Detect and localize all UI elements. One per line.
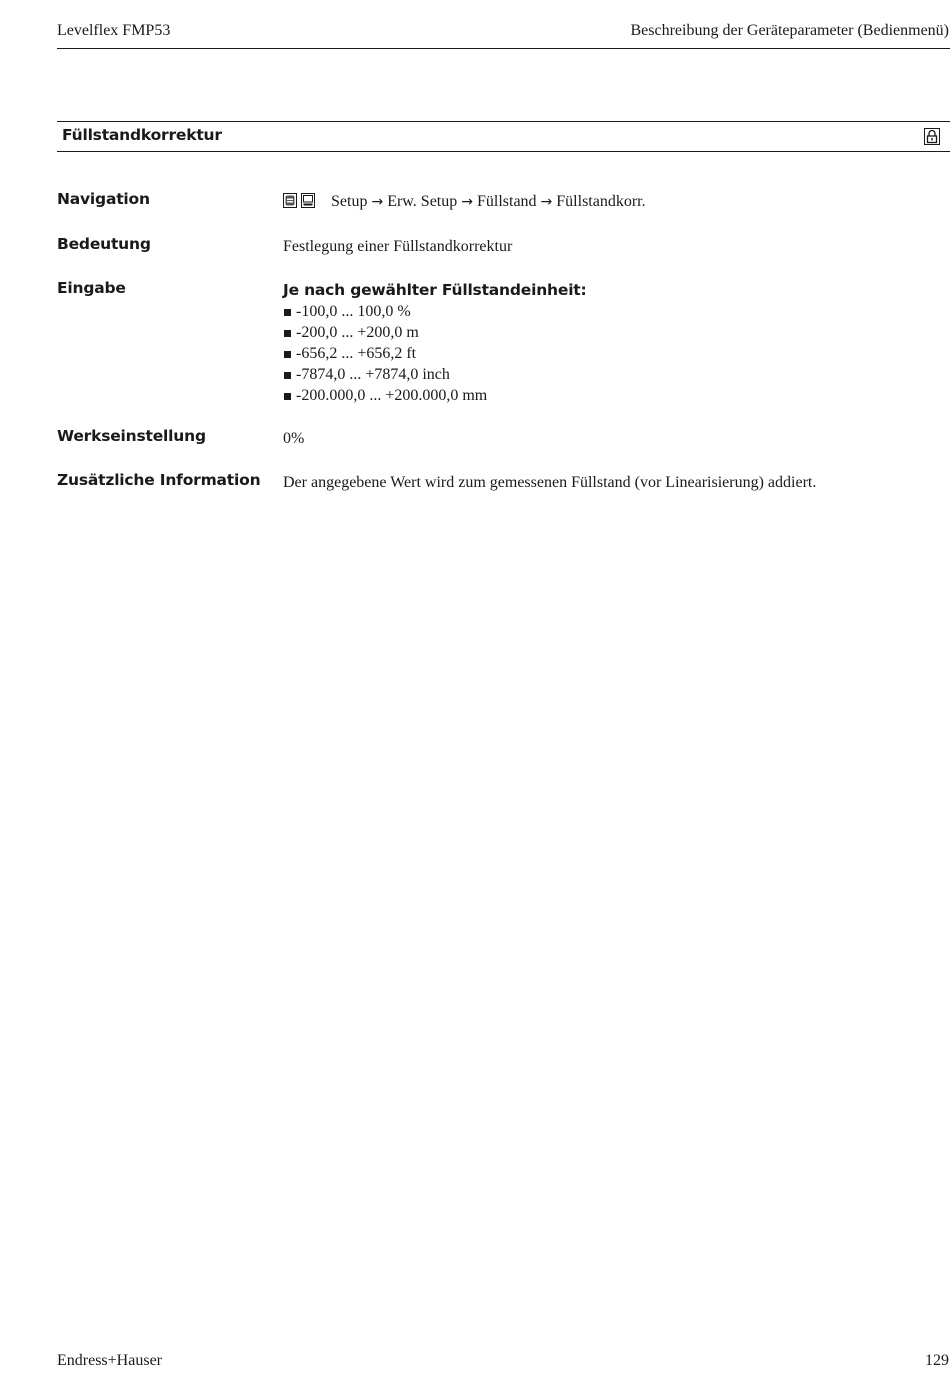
param-label-eingabe: Eingabe xyxy=(57,279,126,297)
publisher-name: Endress+Hauser xyxy=(57,1352,162,1369)
parameter-section-bar xyxy=(57,121,950,152)
list-item xyxy=(283,301,587,322)
bullet-icon xyxy=(284,372,291,379)
param-label-navigation: Navigation xyxy=(57,190,150,208)
arrow-right-icon: → xyxy=(371,194,384,210)
page-number: 129 xyxy=(925,1352,949,1369)
bullet-icon xyxy=(284,393,291,400)
document-title: Levelflex FMP53 xyxy=(57,22,171,39)
range-text: -7874,0 ... +7874,0 inch xyxy=(296,366,450,383)
nav-step-advanced-setup: Erw. Setup xyxy=(387,193,458,210)
range-text: -200,0 ... +200,0 m xyxy=(296,324,419,341)
display-menu-icon xyxy=(301,193,315,208)
expert-menu-icon xyxy=(283,193,297,208)
nav-step-level: Füllstand xyxy=(476,193,537,210)
header-divider xyxy=(57,48,950,49)
param-label-zusatz: Zusätzliche Information xyxy=(57,471,261,489)
param-value-zusatz: Der angegebene Wert wird zum gemessenen Füllstand (vor Linearisierung) addiert. xyxy=(283,474,817,491)
range-text: -200.000,0 ... +200.000,0 mm xyxy=(296,387,488,404)
param-label-werkseinstellung: Werkseinstellung xyxy=(57,427,206,445)
arrow-right-icon: → xyxy=(461,194,473,210)
input-range-heading: Je nach gewählter Füllstandeinheit: xyxy=(283,281,587,299)
param-value-bedeutung: Festlegung einer Füllstandkorrektur xyxy=(283,238,513,255)
list-item xyxy=(283,364,587,385)
parameter-title: Füllstandkorrektur xyxy=(62,126,222,144)
bullet-icon xyxy=(284,330,291,337)
bullet-icon xyxy=(284,351,291,358)
chapter-title: Beschreibung der Geräteparameter (Bedienmenü) xyxy=(630,22,949,39)
input-range-list xyxy=(283,301,587,406)
param-value-werkseinstellung: 0% xyxy=(283,430,305,447)
range-text: -656,2 ... +656,2 ft xyxy=(296,345,417,362)
arrow-right-icon: → xyxy=(540,194,553,210)
bullet-icon xyxy=(284,309,291,316)
range-text: -100,0 ... 100,0 % xyxy=(296,303,411,320)
nav-step-setup: Setup xyxy=(331,193,368,210)
list-item xyxy=(283,322,587,343)
param-value-eingabe xyxy=(283,280,587,406)
list-item xyxy=(283,343,587,364)
param-label-bedeutung: Bedeutung xyxy=(57,235,151,253)
list-item xyxy=(283,385,587,406)
nav-step-level-correction: Füllstandkorr. xyxy=(556,193,646,210)
navigation-path xyxy=(283,191,646,213)
lock-icon xyxy=(924,128,940,145)
